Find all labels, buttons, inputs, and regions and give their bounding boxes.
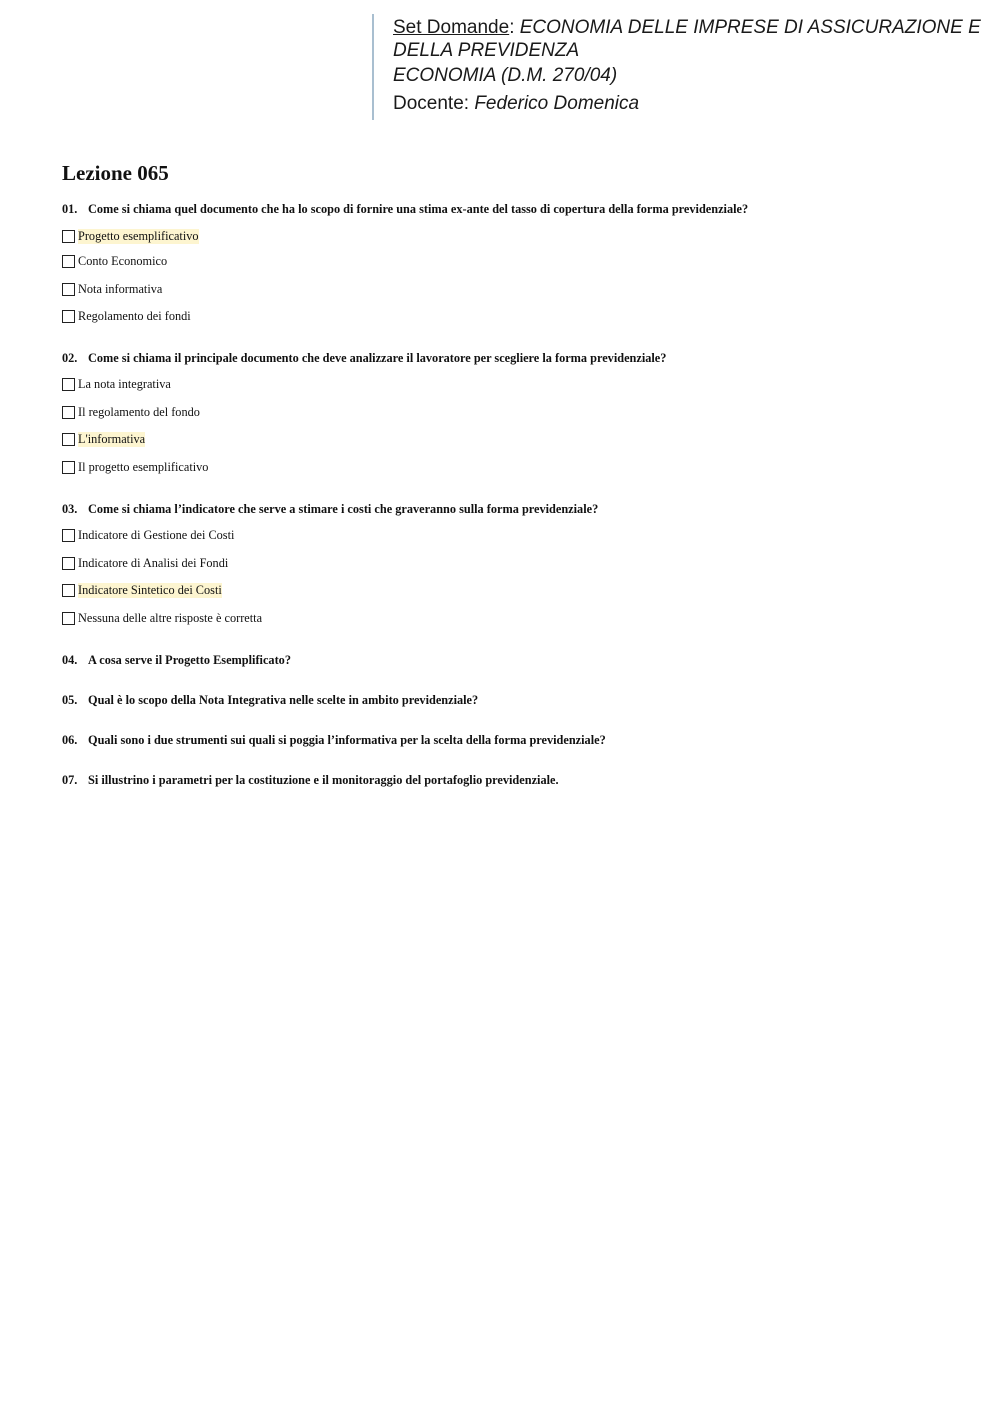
teacher-line [393, 92, 989, 115]
checkbox[interactable] [62, 230, 75, 243]
option-label: La nota integrativa [78, 376, 171, 391]
checkbox[interactable] [62, 557, 75, 570]
lesson-title: Lezione 065 [62, 161, 169, 185]
question-text: Quali sono i due strumenti sui quali si poggia l’informativa per la scelta della forma previdenziale? [88, 733, 606, 747]
question-01 [62, 202, 748, 217]
option-row[interactable] [62, 610, 262, 626]
option-label: Nessuna delle altre risposte è corretta [78, 610, 263, 625]
checkbox[interactable] [62, 283, 75, 296]
question-number: 06. [62, 733, 78, 747]
option-label: Regolamento dei fondi [78, 308, 191, 323]
set-label: Set Domande [393, 17, 510, 38]
document-header [372, 14, 989, 120]
question-05 [62, 693, 478, 708]
option-label: Indicatore di Gestione dei Costi [78, 527, 235, 542]
question-number: 02. [62, 351, 78, 365]
option-row[interactable] [62, 281, 162, 297]
option-label: Il progetto esemplificativo [78, 459, 209, 474]
option-label: Il regolamento del fondo [78, 404, 200, 419]
question-text: Come si chiama il principale documento che deve analizzare il lavoratore per scegliere la forma previdenziale? [88, 351, 667, 365]
checkbox[interactable] [62, 378, 75, 391]
header-separator: : [509, 17, 520, 38]
checkbox[interactable] [62, 406, 75, 419]
header-content [393, 16, 989, 115]
option-label: Conto Economico [78, 253, 168, 268]
question-text: A cosa serve il Progetto Esemplificato? [88, 653, 291, 667]
question-06 [62, 733, 606, 748]
question-text: Qual è lo scopo della Nota Integrativa nelle scelte in ambito previdenziale? [88, 693, 479, 707]
degree-line: ECONOMIA (D.M. 270/04) [393, 65, 618, 86]
option-row[interactable] [62, 308, 191, 324]
checkbox[interactable] [62, 529, 75, 542]
teacher-label: Docente: [393, 93, 475, 114]
question-text: Si illustrino i parametri per la costituzione e il monitoraggio del portafoglio previdenziale. [88, 773, 559, 787]
question-number: 05. [62, 693, 78, 707]
question-number: 03. [62, 502, 78, 516]
option-row[interactable] [62, 404, 200, 420]
question-number: 07. [62, 773, 78, 787]
checkbox[interactable] [62, 433, 75, 446]
checkbox[interactable] [62, 461, 75, 474]
checkbox[interactable] [62, 584, 75, 597]
checkbox[interactable] [62, 612, 75, 625]
question-03 [62, 502, 598, 517]
question-07 [62, 773, 559, 788]
teacher-name: Federico Domenica [474, 93, 640, 114]
checkbox[interactable] [62, 255, 75, 268]
option-label: Indicatore di Analisi dei Fondi [78, 555, 229, 570]
option-row[interactable] [62, 459, 208, 475]
option-row[interactable] [62, 527, 234, 543]
option-row[interactable] [62, 582, 222, 598]
question-number: 04. [62, 653, 78, 667]
question-04 [62, 653, 291, 668]
course-title: ECONOMIA DELLE IMPRESE DI ASSICURAZIONE E DELLA PREVIDENZA [393, 17, 981, 61]
question-text: Come si chiama quel documento che ha lo scopo di fornire una stima ex-ante del tasso di copertura della forma previdenziale? [88, 202, 749, 216]
option-row[interactable] [62, 228, 199, 244]
option-label-correct: Indicatore Sintetico dei Costi [78, 582, 222, 597]
option-row[interactable] [62, 431, 145, 447]
option-label-correct: Progetto esemplificativo [78, 228, 199, 243]
question-number: 01. [62, 202, 78, 216]
checkbox[interactable] [62, 310, 75, 323]
option-label-correct: L'informativa [78, 431, 146, 446]
question-text: Come si chiama l’indicatore che serve a stimare i costi che graveranno sulla forma previdenziale? [88, 502, 599, 516]
option-row[interactable] [62, 555, 228, 571]
question-02 [62, 351, 666, 366]
option-row[interactable] [62, 376, 171, 392]
option-label: Nota informativa [78, 281, 163, 296]
course-line [393, 16, 989, 62]
option-row[interactable] [62, 253, 167, 269]
